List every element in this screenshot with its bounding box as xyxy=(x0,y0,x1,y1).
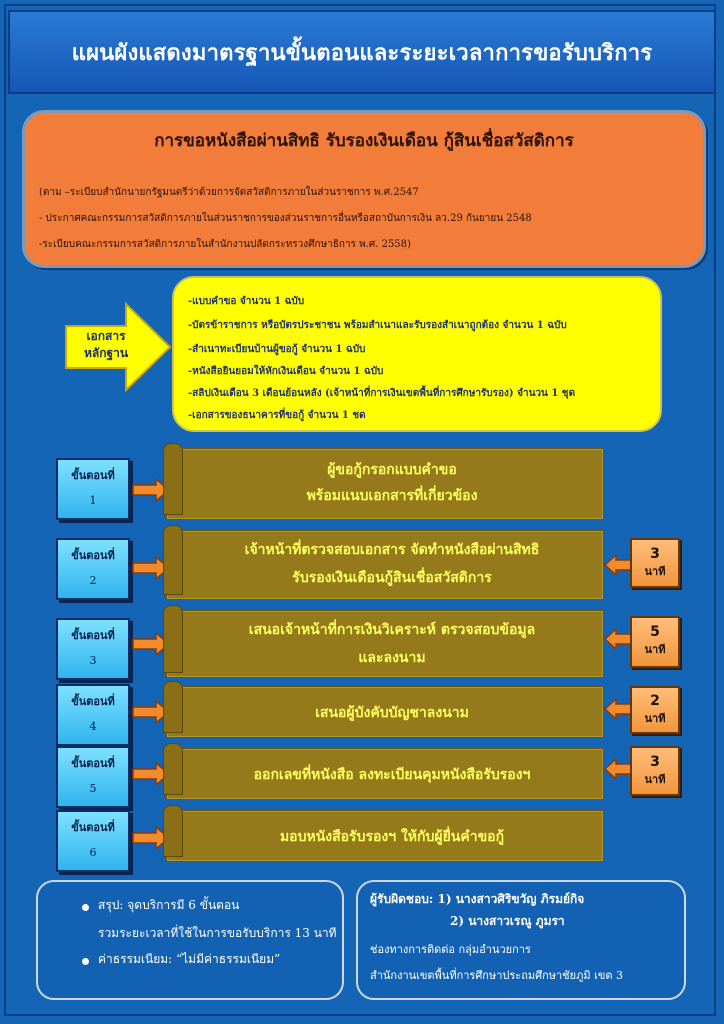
document-item: -แบบคำขอ จำนวน 1 ฉบับ xyxy=(188,296,305,307)
step-label: ขั้นตอนที่ xyxy=(71,629,115,642)
scroll-roll xyxy=(163,681,183,733)
time-minutes: 3 xyxy=(650,546,660,562)
time-minutes: 2 xyxy=(650,693,660,709)
time-arrow-icon xyxy=(604,758,632,780)
time-arrow-icon xyxy=(604,698,632,720)
step-description-4 xyxy=(166,686,604,738)
time-box-2 xyxy=(630,538,680,588)
time-minutes: 3 xyxy=(650,754,660,770)
step-label: ขั้นตอนที่ xyxy=(71,757,115,770)
step-text-line: เสนอเจ้าหน้าที่การเงินวิเคราะห์ ตรวจสอบข้อมูล xyxy=(248,622,536,638)
documents-label-line: เอกสาร xyxy=(86,329,126,343)
step-box-1 xyxy=(56,458,130,520)
time-box-3 xyxy=(630,616,680,668)
scroll-roll xyxy=(163,605,183,673)
document-item: -สำเนาทะเบียนบ้านผู้ขอกู้ จำนวน 1 ฉบับ xyxy=(188,344,366,355)
step-text-line: มอบหนังสือรับรองฯ ให้กับผู้ยื่นคำขอกู้ xyxy=(279,829,505,845)
document-item: -บัตรข้าราชการ หรือบัตรประชาชน พร้อมสำเนาและรับรองสำเนาถูกต้อง จำนวน 1 ฉบับ xyxy=(188,320,567,331)
step-box-5 xyxy=(56,746,130,808)
documents-box xyxy=(172,276,662,432)
step-label: ขั้นตอนที่ xyxy=(71,821,115,834)
step-label: ขั้นตอนที่ xyxy=(71,549,115,562)
step-text-line: ออกเลขที่หนังสือ ลงทะเบียนคุมหนังสือรับรองฯ xyxy=(253,767,531,783)
step-number: 2 xyxy=(89,574,97,587)
step-box-3 xyxy=(56,618,130,680)
time-box-5 xyxy=(630,746,680,796)
time-unit: นาที xyxy=(644,643,666,656)
step-description-1 xyxy=(166,448,604,520)
step-text-line: เจ้าหน้าที่ตรวจสอบเอกสาร จัดทำหนังสือผ่านสิทธิ xyxy=(244,542,540,558)
step-description-3 xyxy=(166,610,604,678)
step-text-line: และลงนาม xyxy=(358,650,426,666)
summary-box xyxy=(36,880,344,1000)
page-title-bar xyxy=(8,10,716,94)
time-arrow-icon xyxy=(604,628,632,650)
responsible-line: 2) นางสาวเรณู ภูมรา xyxy=(450,914,565,928)
step-label: ขั้นตอนที่ xyxy=(71,695,115,708)
time-unit: นาที xyxy=(644,565,666,578)
step-number: 3 xyxy=(89,654,97,667)
contact-line: ช่องทางการติดต่อ กลุ่มอำนวยการ xyxy=(370,943,531,956)
time-unit: นาที xyxy=(644,773,666,786)
reference-line: (ตาม –ระเบียบสำนักนายกรัฐมนตรีว่าด้วยการจัดสวัสดิการภายในส่วนราชการ พ.ศ.2547 xyxy=(39,187,419,198)
step-text-line: รับรองเงินเดือนกู้สินเชื่อสวัสดิการ xyxy=(292,570,492,586)
scroll-roll xyxy=(163,443,183,515)
reference-line: - ประกาศคณะกรรมการสวัสดิการภายในส่วนราชการของส่วนราชการอื่นหรือสถาบันการเงิน ลว.29 กันยายน 2548 xyxy=(39,213,532,224)
step-description-2 xyxy=(166,530,604,600)
time-minutes: 5 xyxy=(650,624,660,640)
summary-line: ค่าธรรมเนียม: “ไม่มีค่าธรรมเนียม” xyxy=(98,952,281,966)
scroll-roll xyxy=(163,805,183,857)
document-item: -สลิปเงินเดือน 3 เดือนย้อนหลัง (เจ้าหน้าที่การเงินเขตพื้นที่การศึกษารับรอง) จำนวน 1 ชุด xyxy=(188,388,576,399)
bullet-icon xyxy=(82,904,89,911)
summary-line: สรุป: จุดบริการมี 6 ขั้นตอน xyxy=(98,898,240,912)
service-title: การขอหนังสือผ่านสิทธิ รับรองเงินเดือน กู้สินเชื่อสวัสดิการ xyxy=(154,131,574,151)
step-box-2 xyxy=(56,538,130,600)
document-item: -เอกสารของธนาคารที่ขอกู้ จำนวน 1 ชด xyxy=(188,410,366,421)
step-box-4 xyxy=(56,684,130,746)
step-description-5 xyxy=(166,748,604,800)
document-item: -หนังสือยินยอมให้หักเงินเดือน จำนวน 1 ฉบับ xyxy=(188,366,384,377)
contact-line: สำนักงานเขตพื้นที่การศึกษาประถมศึกษาชัยภูมิ เขต 3 xyxy=(370,969,624,982)
time-arrow-icon xyxy=(604,554,632,576)
documents-label-line: หลักฐาน xyxy=(83,346,129,360)
step-description-6 xyxy=(166,810,604,862)
bullet-icon xyxy=(82,958,89,965)
scroll-roll xyxy=(163,743,183,795)
service-header-box xyxy=(22,110,706,268)
time-box-4 xyxy=(630,686,680,734)
step-text-line: เสนอผู้บังคับบัญชาลงนาม xyxy=(315,705,469,721)
step-text-line: ผู้ขอกู้กรอกแบบคำขอ xyxy=(327,462,457,478)
step-number: 4 xyxy=(89,720,97,733)
time-unit: นาที xyxy=(644,712,666,725)
step-box-6 xyxy=(56,810,130,872)
reference-line: -ระเบียบคณะกรรมการสวัสดิการภายในสำนักงานปลัดกระทรวงศึกษาธิการ พ.ศ. 2558) xyxy=(39,239,411,250)
step-number: 6 xyxy=(89,846,97,859)
step-label: ขั้นตอนที่ xyxy=(71,469,115,482)
documents-label xyxy=(66,328,146,362)
page-title: แผนผังแสดงมาตรฐานขั้นตอนและระยะเวลาการขอรับบริการ xyxy=(71,40,653,66)
step-text-line: พร้อมแนบเอกสารที่เกี่ยวข้อง xyxy=(306,488,478,504)
responsible-box xyxy=(356,880,686,1000)
step-number: 5 xyxy=(89,782,97,795)
scroll-roll xyxy=(163,525,183,595)
step-number: 1 xyxy=(89,494,97,507)
responsible-line: ผู้รับผิดชอบ: 1) นางสาวศิริขวัญ ภิรมย์กิจ xyxy=(370,892,585,906)
summary-line: รวมระยะเวลาที่ใช้ในการขอรับบริการ 13 นาที xyxy=(98,926,337,940)
